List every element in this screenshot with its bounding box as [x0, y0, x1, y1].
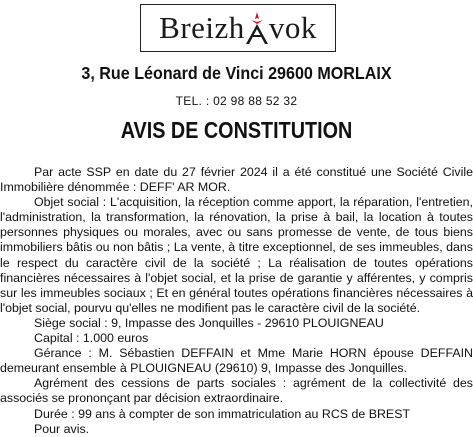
- paragraph-gerance: Gérance : M. Sébastien DEFFAIN et Mme Marie HORN épouse DEFFAIN demeurant ensemble à PLOUIGNEAU (29610) 9, Impasse des Jonquilles.: [0, 346, 473, 376]
- phone: TEL. : 02 98 88 52 32: [175, 94, 298, 108]
- address: 3, Rue Léonard de Vinci 29600 MORLAIX: [81, 63, 392, 83]
- logo-text-left: Breizh: [159, 10, 245, 45]
- logo: [140, 4, 336, 52]
- notice-body: [0, 165, 473, 437]
- paragraph-siege-social: Siège social : 9, Impasse des Jonquilles - 29610 PLOUIGNEAU: [34, 315, 384, 330]
- paragraph-duree: Durée : 99 ans à compter de son immatriculation au RCS de BREST: [34, 406, 411, 421]
- logo-text-right: vok: [268, 10, 317, 45]
- paragraph-objet-social: Objet social : L'acquisition, la réception comme apport, la réparation, l'entretien, l'administration, la transformation, la rénovation, la prise à bail, la location à toutes personnes physiques ou morales, avec ou sans promesse de vente, de tous biens immobiliers bâtis ou non bâtis ; La vente, à titre exceptionnel, de ses immeubles, dans le respect du caractère civil de la société ; La réalisation de toutes opérations financières nécessaires à l'objet social, et la prise de garantie y afférentes, y compris sur les immeubles sociaux ; Et en général toutes opérations financières nécessaires à l'objet social, pourvu qu'elles ne modifient pas le caractère civil de la société.: [0, 195, 473, 315]
- notice-heading: AVIS DE CONSTITUTION: [120, 117, 353, 143]
- paragraph-agrement: Agrément des cessions de parts sociales : agrément de la collectivité des associés se prononçant par décision extraordinaire.: [0, 376, 473, 406]
- paragraph-pour-avis: Pour avis.: [34, 421, 90, 436]
- logo-cross-icon: [244, 11, 270, 45]
- paragraph-capital: Capital : 1.000 euros: [34, 331, 149, 346]
- paragraph-constitution: Par acte SSP en date du 27 février 2024 il a été constitué une Société Civile Immobilière dénommée : DEFF' AR MOR.: [0, 165, 473, 195]
